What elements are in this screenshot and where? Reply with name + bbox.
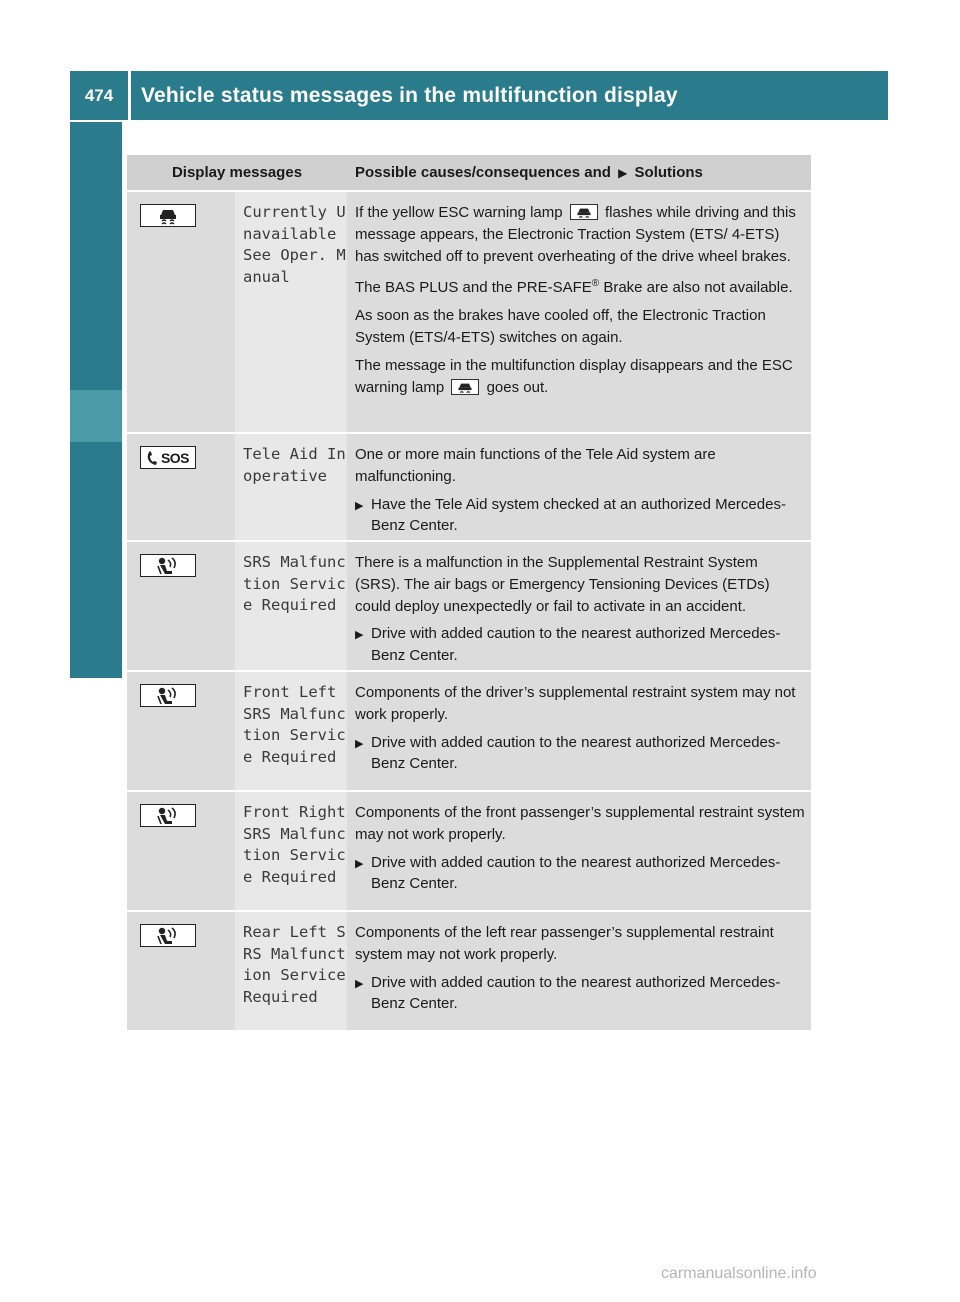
row-description: There is a malfunction in the Supplemental Restraint System (SRS). The air bags or Emergency Tensioning Devices (ETDs) could deploy unexpectedly or fail to activate in an accident. ▶ Drive with added caution to the nearest authorized Mercedes-Benz Center. [347,542,811,670]
table-row [127,540,811,670]
esc-warning-lamp-icon [570,204,598,220]
solution-step: ▶ Drive with added caution to the nearest authorized Mercedes-Benz Center. [355,852,805,896]
row-description: One or more main functions of the Tele Aid system are malfunctioning. ▶ Have the Tele Aid system checked at an authorized Mercedes-Benz Center. [347,434,811,540]
display-message: Front Left SRS Malfunction Service Required [235,672,347,790]
display-message: Tele Aid Inoperative [235,434,347,540]
section-label: Practical hints [85,498,108,642]
esc-warning-lamp-icon [451,379,479,395]
status-messages-table [127,155,811,1030]
solution-step: ▶ Have the Tele Aid system checked at an authorized Mercedes-Benz Center. [355,494,805,538]
airbag-icon [140,684,196,707]
table-row [127,670,811,790]
col-causes-solutions: Possible causes/consequences and ▶ Solutions [355,164,703,181]
airbag-icon [140,924,196,947]
col-display-messages: Display messages [171,164,303,181]
row-description: Components of the front passenger’s supplemental restraint system may not work properly. ▶ Drive with added caution to the nearest authorized Mercedes-Benz Center. [347,792,811,910]
page-number: 474 [70,71,131,120]
step-arrow-icon: ▶ [355,977,364,990]
esc-car-skid-icon [140,204,196,227]
step-arrow-icon: ▶ [355,737,364,750]
step-arrow-icon: ▶ [355,857,364,870]
row-description: Components of the left rear passenger’s supplemental restraint system may not work properly. ▶ Drive with added caution to the nearest authorized Mercedes-Benz Center. [347,912,811,1030]
solution-step: ▶ Drive with added caution to the nearest authorized Mercedes-Benz Center. [355,623,805,667]
table-row [127,910,811,1030]
sos-phone-icon: SOS [140,446,196,469]
step-arrow-icon: ▶ [355,629,364,642]
row-description: If the yellow ESC warning lamp flashes while driving and this message appears, the Electronic Traction System (ETS/ 4-ETS) has switched off to prevent overheating of the drive wheel brakes. The BAS PLUS and the PRE-SAFE® Brake are also not available. As soon as the brakes have cooled off, the Electronic Traction System (ETS/4-ETS) switches on again. The message in the multifunction display disappears and the ESC warning lamp goes out. [355,204,796,396]
airbag-icon [140,804,196,827]
airbag-icon [140,554,196,577]
step-arrow-icon: ▶ [355,499,364,512]
table-row [127,190,811,432]
solutions-arrow-icon: ▶ [618,166,628,180]
display-message: SRS Malfunction Service Required [235,542,347,670]
display-message: Rear Left SRS Malfunction Service Required [235,912,347,1030]
section-marker [70,390,122,442]
display-message: Front Right SRS Malfunction Service Required [235,792,347,910]
display-message: Currently Unavailable See Oper. Manual [235,192,347,432]
table-row [127,432,811,540]
row-description: Components of the driver’s supplemental restraint system may not work properly. ▶ Drive with added caution to the nearest authorized Mercedes-Benz Center. [347,672,811,790]
solution-step: ▶ Drive with added caution to the nearest authorized Mercedes-Benz Center. [355,732,805,776]
table-header [127,155,811,190]
table-row [127,790,811,910]
page-title: Vehicle status messages in the multifunction display [141,83,678,107]
solution-step: ▶ Drive with added caution to the nearest authorized Mercedes-Benz Center. [355,972,805,1016]
page-header [70,71,888,120]
source-watermark: carmanualsonline.info [661,1265,817,1282]
